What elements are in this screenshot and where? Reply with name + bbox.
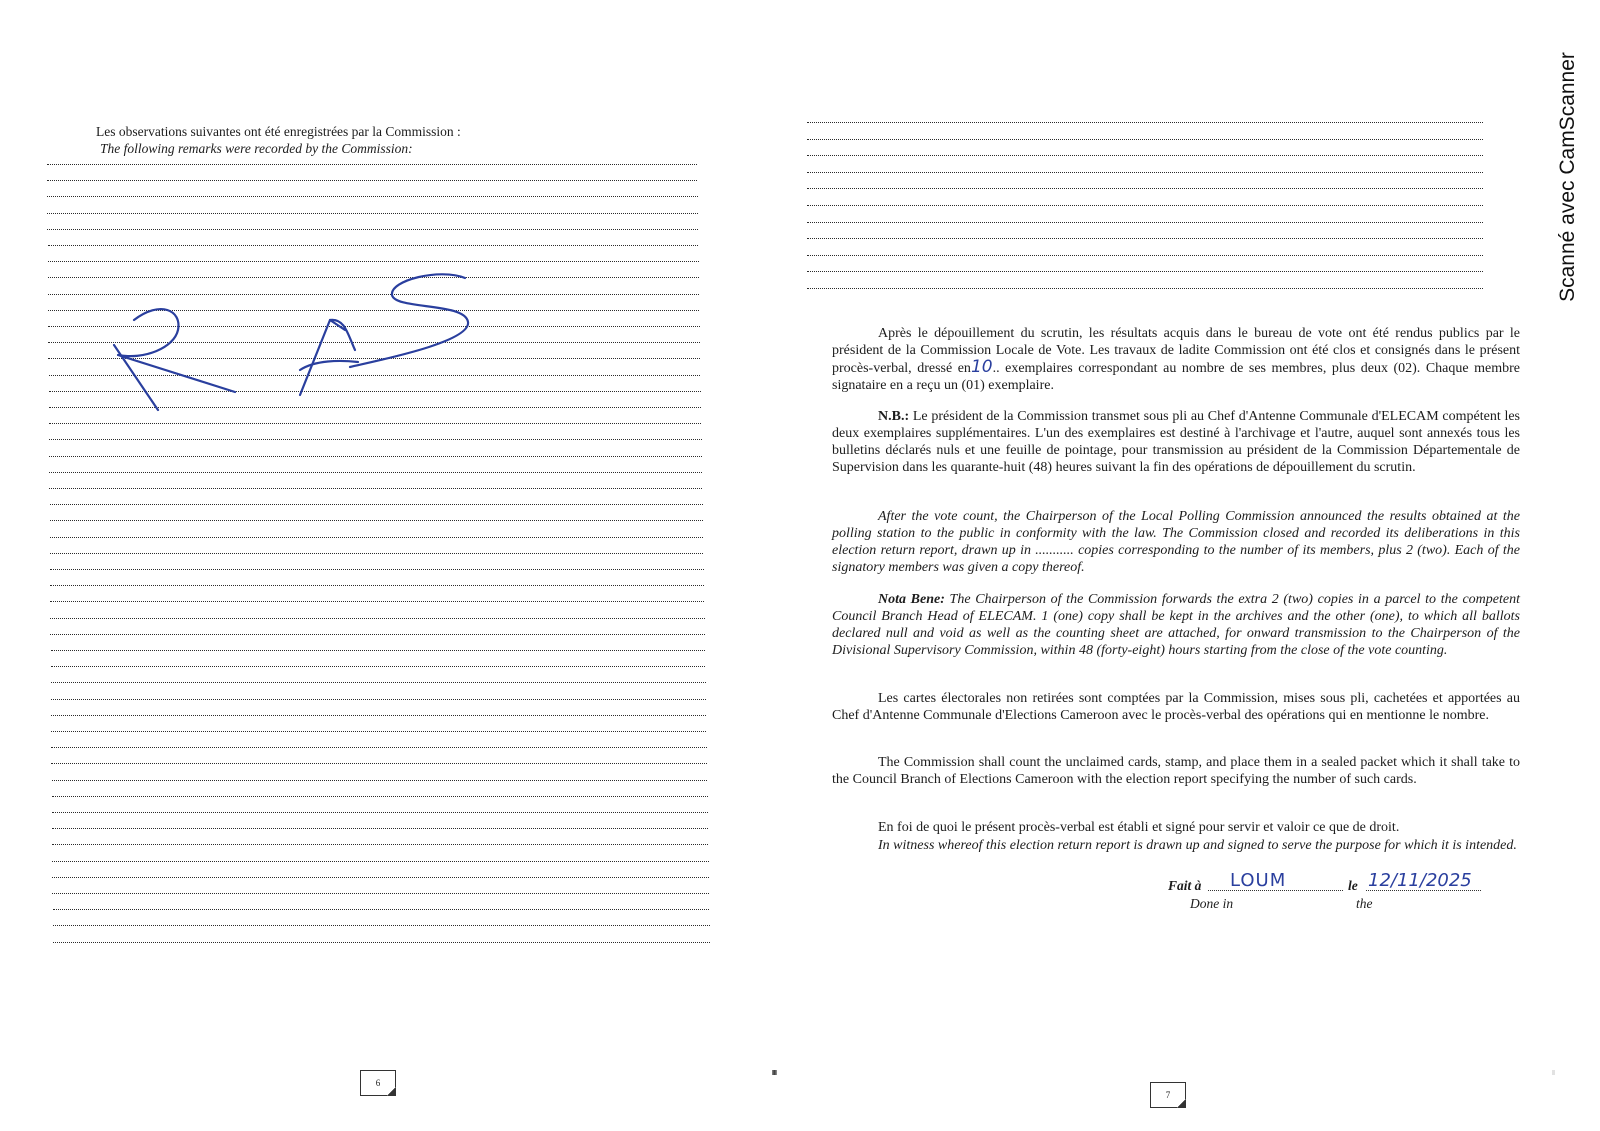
paragraph-results-fr	[832, 325, 1520, 394]
writing-line	[53, 925, 710, 926]
writing-line	[52, 812, 708, 813]
writing-line	[51, 650, 706, 651]
paragraph-text: Après le dépouillement du scrutin, les résultats acquis dans le bureau de vote ont été rendus publics par le président de la Commission Locale de Vote. Les travaux de ladite Commission ont été clos et consignés dans le présent procès-verbal, dressé en	[832, 326, 1520, 376]
writing-line	[47, 196, 697, 197]
writing-line	[53, 942, 710, 943]
writing-line	[807, 255, 1483, 256]
done-in-label: Done in	[1190, 896, 1234, 911]
paragraph-text: After the vote count, the Chairperson of the Local Polling Commission announced the results obtained at the polling station to the public in conformity with the law. The Commission closed and recorded its deliberations in this election return report, drawn up in ........... copies corresponding to the number of its members, plus 2 (two). Each of the signatory members was given a copy thereof.	[832, 509, 1520, 575]
remarks-heading-fr: Les observations suivantes ont été enregistrées par la Commission :	[96, 124, 461, 139]
writing-line	[47, 164, 697, 165]
writing-line	[51, 699, 706, 700]
left-page	[40, 60, 778, 1088]
paragraph-nota-bene-en	[832, 591, 1520, 659]
nota-bene-label: Nota Bene:	[878, 592, 945, 607]
writing-line	[52, 893, 709, 894]
right-page	[790, 60, 1570, 1100]
writing-line	[50, 618, 704, 619]
writing-line	[52, 780, 708, 781]
writing-line	[49, 488, 702, 489]
writing-line	[807, 222, 1483, 223]
writing-line	[52, 844, 708, 845]
writing-line	[50, 601, 704, 602]
writing-line	[50, 569, 704, 570]
writing-line	[807, 155, 1483, 156]
writing-line	[807, 188, 1483, 189]
writing-line	[49, 456, 702, 457]
writing-line	[52, 828, 708, 829]
writing-line	[807, 122, 1483, 123]
handwritten-remark-ras	[100, 210, 520, 430]
writing-line	[50, 553, 704, 554]
writing-line	[51, 666, 706, 667]
writing-line	[50, 537, 703, 538]
paragraph-text: Le président de la Commission transmet sous pli au Chef d'Antenne Communale d'ELECAM compétent les deux exemplaires supplémentaires. L'un des exemplaires est destiné à l'archivage et l'autre, auquel sont annexés tous les bulletins déclarés nuls et une feuille de pointage, pour transmission au président de la Commission Départementale de Supervision dans les quarante-huit (48) heures suivant la fin des opérations de dépouillement du scrutin.	[832, 409, 1520, 475]
paragraph-witness-en	[832, 837, 1520, 854]
paragraph-text: The Chairperson of the Commission forwards the extra 2 (two) copies in a parcel to the competent Council Branch Head of ELECAM. 1 (one) copy shall be kept in the archives and the other (one), to which all ballots declared null and void as well as the counting sheet are attached, for onward transmission to the Chairperson of the Divisional Supervisory Commission, within 48 (forty-eight) hours starting from the close of the vote counting.	[832, 592, 1520, 658]
paragraph-witness-fr	[832, 819, 1520, 836]
paragraph-text: .. exemplaires correspondant au nombre de ses membres, plus deux (02). Chaque membre signataire en a reçu un (01) exemplaire.	[832, 361, 1520, 393]
paragraph-text: Les cartes électorales non retirées sont comptées par la Commission, mises sous pli, cachetées et apportées au Chef d'Antenne Communale d'Elections Cameroon avec le procès-verbal des opérations qui en mentionne le nombre.	[832, 691, 1520, 723]
writing-line	[47, 180, 697, 181]
remarks-heading-en: The following remarks were recorded by the Commission:	[100, 141, 413, 156]
writing-line	[50, 634, 704, 635]
writing-line	[807, 205, 1483, 206]
writing-line	[807, 271, 1483, 272]
writing-line	[49, 472, 702, 473]
paragraph-nb-fr	[832, 408, 1520, 476]
writing-line	[807, 238, 1483, 239]
handwritten-place: LOUM	[1230, 870, 1287, 891]
page-number: 6	[360, 1070, 396, 1096]
paragraph-cards-en	[832, 754, 1520, 788]
writing-line	[51, 715, 706, 716]
the-label: the	[1356, 896, 1373, 911]
writing-line	[53, 909, 710, 910]
paragraph-text: The Commission shall count the unclaimed cards, stamp, and place them in a sealed packet which it shall take to the Council Branch of Elections Cameroon with the election report specifying the number of such cards.	[832, 755, 1520, 787]
fait-label: Fait à	[1168, 878, 1202, 893]
writing-line	[51, 763, 707, 764]
writing-line	[51, 682, 706, 683]
watermark-text: Scanné avec CamScanner	[1556, 52, 1579, 302]
writing-line	[52, 877, 709, 878]
writing-line	[807, 288, 1483, 289]
writing-line	[50, 585, 704, 586]
writing-line	[52, 796, 708, 797]
writing-line	[49, 439, 702, 440]
paragraph-results-en	[832, 508, 1520, 576]
nb-label: N.B.:	[878, 409, 910, 424]
scanner-watermark	[1548, 32, 1588, 322]
writing-line	[50, 520, 703, 521]
writing-line	[51, 747, 706, 748]
writing-line	[807, 139, 1483, 140]
writing-line	[807, 172, 1483, 173]
handwritten-date: 12/11/2025	[1368, 870, 1472, 891]
writing-line	[51, 731, 706, 732]
paragraph-text: En foi de quoi le présent procès-verbal est établi et signé pour servir et valoir ce que de droit.	[878, 820, 1400, 835]
writing-line	[50, 504, 703, 505]
paragraph-text: In witness whereof this election return report is drawn up and signed to serve the purpose for which it is intended.	[878, 838, 1517, 853]
writing-line	[52, 861, 708, 862]
handwritten-copies-count: 10	[970, 357, 993, 377]
page-number: 7	[1150, 1082, 1186, 1108]
paragraph-cards-fr	[832, 690, 1520, 724]
le-label: le	[1348, 878, 1358, 893]
signature-place-date	[1168, 868, 1528, 918]
